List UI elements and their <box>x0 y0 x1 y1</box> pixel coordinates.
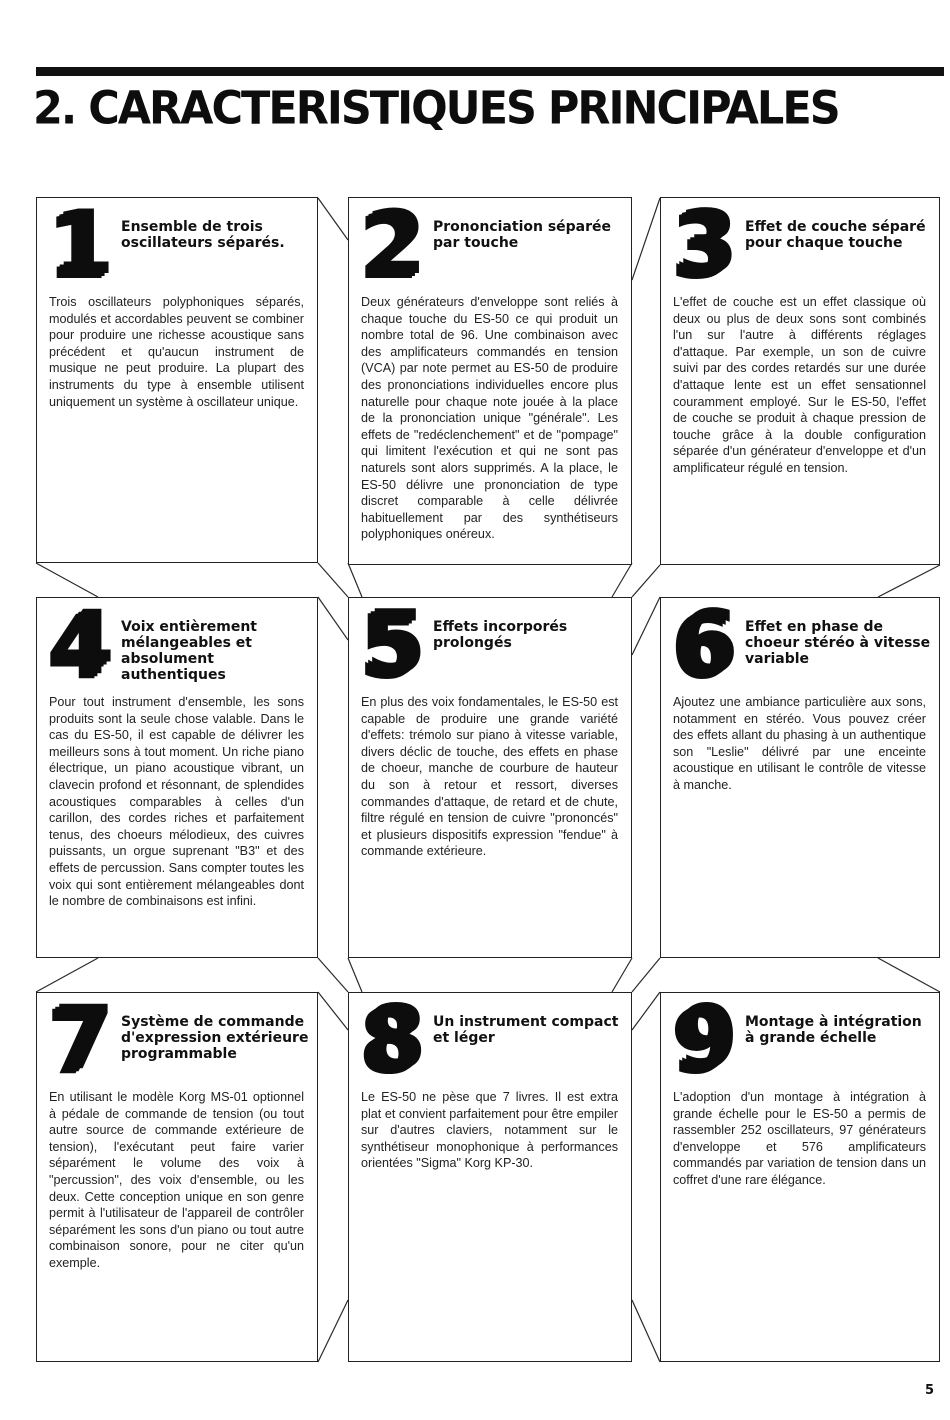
feature-title-9: Montage à intégration à grande échelle <box>745 1014 922 1046</box>
feature-body-4: Pour tout instrument d'ensemble, les sons produits sont la seule chose valable. Dans le cas du ES-50, il est capable de délivrer les meilleurs sons à tout moment. Un riche piano électrique, un piano acoustique vibrant, un clavecin profond et résonnant, de splendides acoustiques comparables à celles d'un carillon, des cordes riches et parfaitement tenus, des choeurs mélodieux, des cuivres puissants, un orgue suprenant "B3" et des effets de percussion. Sans compter toutes les voix qui sont entièrement mélangeables dont le nombre de combinaisons est infini. <box>49 695 304 909</box>
feature-box-4 <box>36 591 318 958</box>
feature-box-9 <box>660 986 940 1362</box>
feature-numeral-5: 5 <box>365 591 427 694</box>
feature-box-6 <box>660 591 940 958</box>
feature-numeral-4: 4 <box>53 591 115 694</box>
feature-title-2: Prononciation séparée par touche <box>433 219 612 251</box>
feature-box-5 <box>348 591 632 958</box>
feature-body-9: L'adoption d'un montage à intégration à grande échelle pour le ES-50 a permis de rassembler 252 oscillateurs, 97 générateurs d'enveloppe et 576 amplificateurs commandés par variation de tension dans un coffret d'une rare élégance. <box>673 1090 926 1187</box>
feature-title-8: Un instrument compact et léger <box>433 1014 619 1046</box>
feature-box-7 <box>36 986 318 1362</box>
feature-numeral-3: 3 <box>677 191 739 294</box>
feature-numeral-2: 2 <box>365 191 427 294</box>
feature-title-7: Système de commande d'expression extérieure programmable <box>121 1014 309 1062</box>
feature-box-3 <box>660 191 940 565</box>
feature-title-3: Effet de couche séparé pour chaque touche <box>745 219 926 251</box>
feature-body-3: L'effet de couche est un effet classique où deux ou plus de deux sons sont combinés l'un sur l'autre à différents réglages d'attaque. Par exemple, un son de cuivre suivi par des cordes retardés sur une durée d'attaque lente est un effet sensationnel couramment employé. Sur le ES-50, l'effet de couche se produit à chaque pression de touche grâce à la double configuration séparée d'un générateur d'enveloppe et d'un amplificateur régulé en tension. <box>673 295 926 475</box>
feature-numeral-7: 7 <box>53 986 115 1089</box>
feature-title-6: Effet en phase de choeur stéréo à vitesse variable <box>745 619 931 667</box>
feature-box-1 <box>36 191 318 563</box>
page-number: 5 <box>925 1383 935 1398</box>
feature-body-1: Trois oscillateurs polyphoniques séparés, modulés et accordables peuvent se combiner pour produire une richesse acoustique sans précédent et qu'aucun instrument de musique ne peut produire. La plupart des instruments du type à ensemble utilisent uniquement un système à oscillateur unique. <box>49 295 304 409</box>
feature-title-1: Ensemble de trois oscillateurs séparés. <box>121 219 285 251</box>
feature-body-6: Ajoutez une ambiance particulière aux sons, notamment en stéréo. Vous pouvez créer des effets allant du phasing à un authentique son "Leslie" délivré par une enceinte acoustique en utilisant le contrôle de vitesse à manche. <box>673 695 926 792</box>
feature-box-8 <box>348 986 632 1362</box>
feature-title-5: Effets incorporés prolongés <box>433 619 568 651</box>
page-title: 2. CARACTERISTIQUES PRINCIPALES <box>33 82 839 136</box>
feature-body-7: En utilisant le modèle Korg MS-01 optionnel à pédale de commande de tension (ou tout autre source de commande extérieure de tension), l'exécutant peut faire varier séparément le volume des voix à "percussion", des voix d'ensemble, ou les deux. Cette conception unique en son genre permit à l'utilisateur de l'appareil de contrôler séparément les sons d'un piano ou tout autre combinaison sonore, pour ne citer qu'un exemple. <box>49 1090 304 1270</box>
feature-body-5: En plus des voix fondamentales, le ES-50 est capable de produire une grande variété d'effets: trémolo sur piano à vitesse variable, divers déclic de touche, des effets en phase de choeur, manche de courbure de hauteur du son à retour et ressort, diverses commandes d'attaque, de retard et de chute, filtre régulé en tension de cuivre "prononcés" et plusieurs dispositifs expression "fendue" à commande extérieure. <box>361 695 618 859</box>
feature-numeral-1: 1 <box>53 191 115 294</box>
feature-numeral-8: 8 <box>365 986 427 1089</box>
feature-body-8: Le ES-50 ne pèse que 7 livres. Il est extra plat et convient parfaitement pour être empiler sur d'autres claviers, notamment sur le synthétiseur monophonique à performances orientées "Sigma" Korg KP-30. <box>361 1090 618 1171</box>
feature-body-2: Deux générateurs d'enveloppe sont reliés à chaque touche du ES-50 ce qui produit un nombre total de 96. Une combinaison avec des amplificateurs commandés en tension (VCA) par note permet au ES-50 de produire des prononciations individuelles encore plus naturelle pour chaque note jouée à la place de la prononciation unique "générale". Les effets de "redéclenchement" et de "pompage" qui limitent l'exécution et qui ne sont pas naturels sont alors supprimés. A la place, le ES-50 délivre une prononciation de type discret comparable à celle délivrée habituellement par des synthétiseurs polyphoniques onéreux. <box>361 295 618 542</box>
feature-title-4: Voix entièrement mélangeables et absolument authentiques <box>121 619 257 683</box>
feature-box-2 <box>348 191 632 565</box>
feature-numeral-6: 6 <box>677 591 739 694</box>
feature-numeral-9: 9 <box>677 986 739 1089</box>
